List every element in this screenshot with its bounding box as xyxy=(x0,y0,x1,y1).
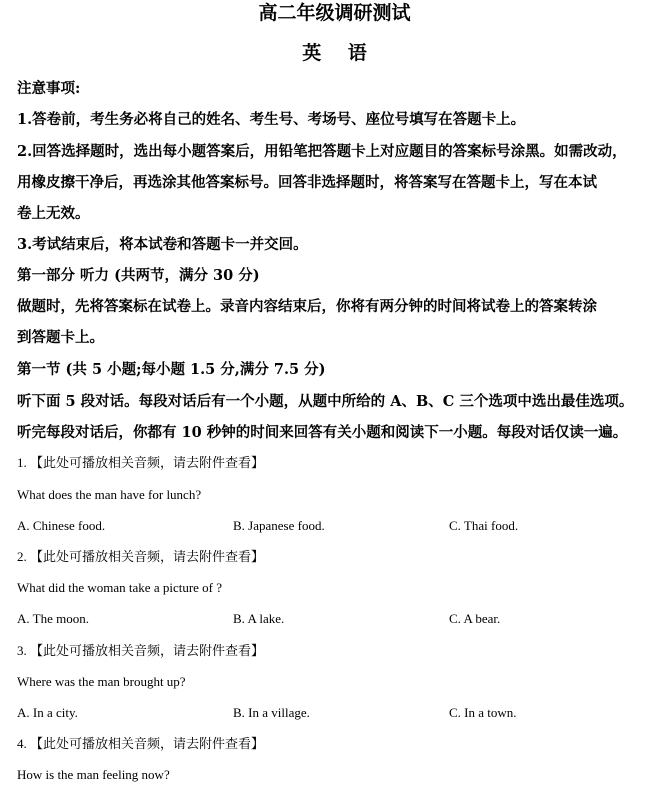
question-2-text: What did the woman take a picture of ? xyxy=(17,580,223,595)
note-item-2-line-2: 用橡皮擦干净后，再选涂其他答案标号。回答非选择题时，将答案写在答题卡上，写在本试 xyxy=(17,174,597,191)
part1-heading: 第一部分 听力 (共两节，满分 30 分) xyxy=(17,267,260,284)
question-1-audio[interactable]: 1. 【此处可播放相关音频，请去附件查看】 xyxy=(17,455,265,470)
question-1-option-c[interactable]: C. Thai food. xyxy=(449,518,519,533)
question-2-option-b[interactable]: B. A lake. xyxy=(233,611,285,626)
section1-heading: 第一节 (共 5 小题;每小题 1.5 分,满分 7.5 分) xyxy=(17,361,326,378)
question-2-option-c[interactable]: C. A bear. xyxy=(449,611,501,626)
note-item-1: 1.答卷前，考生务必将自己的姓名、考生号、考场号、座位号填写在答题卡上。 xyxy=(17,111,526,128)
question-4-text: How is the man feeling now? xyxy=(17,767,170,782)
question-2-option-a[interactable]: A. The moon. xyxy=(17,611,89,626)
question-4-audio[interactable]: 4. 【此处可播放相关音频，请去附件查看】 xyxy=(17,736,265,751)
question-2-audio[interactable]: 2. 【此处可播放相关音频，请去附件查看】 xyxy=(17,549,265,564)
question-1-option-a[interactable]: A. Chinese food. xyxy=(17,518,106,533)
question-3-text: Where was the man brought up? xyxy=(17,674,186,689)
part1-instruction-line-1: 做题时，先将答案标在试卷上。录音内容结束后，你将有两分钟的时间将试卷上的答案转涂 xyxy=(17,298,597,315)
part1-instruction-line-2: 到答题卡上。 xyxy=(17,329,104,346)
exam-title: 高二年级调研测试 xyxy=(258,2,411,24)
section1-instruction-line-1: 听下面 5 段对话。每段对话后有一个小题，从题中所给的 A、B、C 三个选项中选出最佳选项。 xyxy=(17,393,634,410)
question-3-option-b[interactable]: B. In a village. xyxy=(233,705,310,720)
section1-instruction-line-2: 听完每段对话后，你都有 10 秒钟的时间来回答有关小题和阅读下一小题。每段对话仅读一遍。 xyxy=(17,424,628,441)
question-1-option-b[interactable]: B. Japanese food. xyxy=(233,518,325,533)
question-1-text: What does the man have for lunch? xyxy=(17,487,202,502)
question-3-option-c[interactable]: C. In a town. xyxy=(449,705,517,720)
note-item-3: 3.考试结束后，将本试卷和答题卡一并交回。 xyxy=(17,236,308,253)
subject-title: 英 语 xyxy=(302,42,377,64)
note-item-2-line-1: 2.回答选择题时，选出每小题答案后，用铅笔把答题卡上对应题目的答案标号涂黑。如需改动， xyxy=(17,143,627,160)
notes-heading: 注意事项: xyxy=(17,80,81,97)
question-3-option-a[interactable]: A. In a city. xyxy=(17,705,78,720)
note-item-2-line-3: 卷上无效。 xyxy=(17,205,90,222)
question-3-audio[interactable]: 3. 【此处可播放相关音频，请去附件查看】 xyxy=(17,643,265,658)
